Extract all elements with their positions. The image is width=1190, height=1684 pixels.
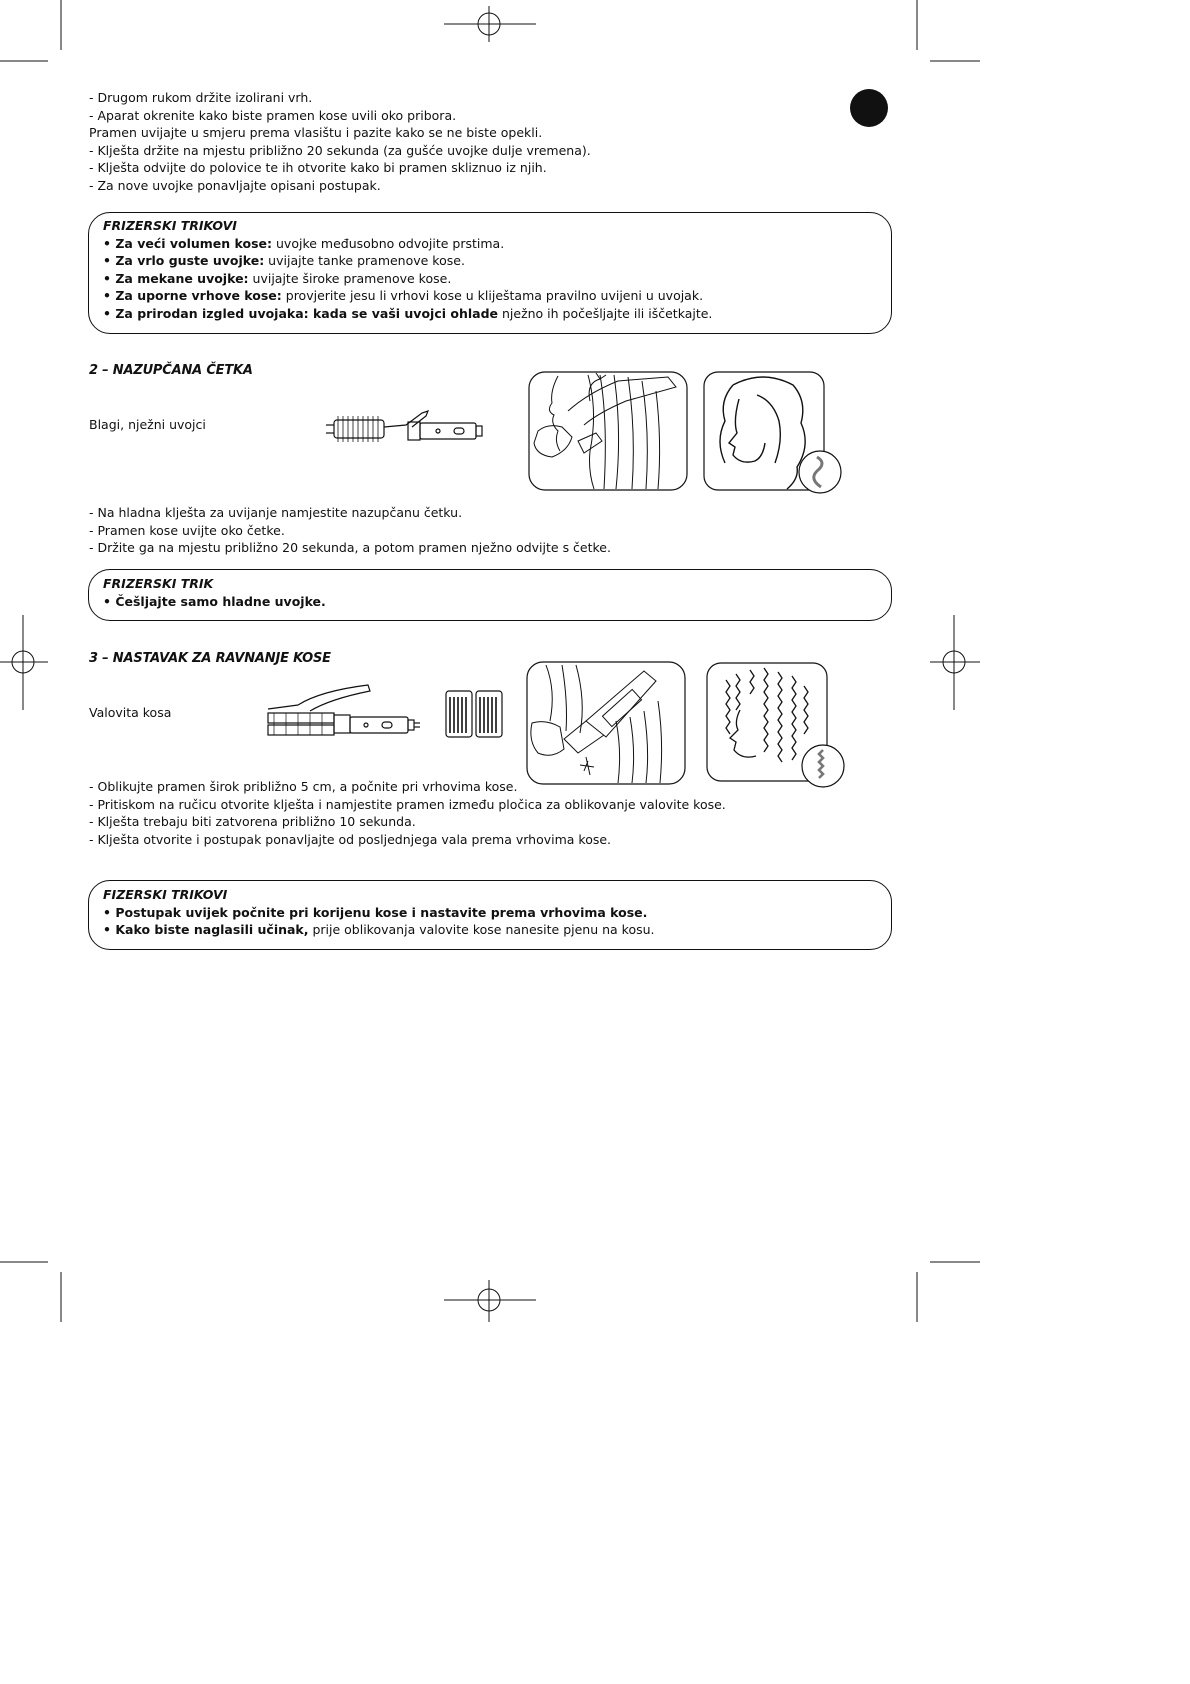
brush-attachment-illustration [326, 405, 506, 445]
tips-title: FIZERSKI TRIKOVI [103, 887, 228, 902]
instruction-line: - Na hladna klješta za uvijanje namjestite nazupčanu četku. [89, 505, 463, 520]
instruction-line: - Držite ga na mjestu približno 20 sekunda, a potom pramen nježno odvijte s četke. [89, 540, 611, 555]
tips-box-3 [88, 880, 892, 950]
soft-curls-result-illustration [703, 371, 843, 497]
tips-title: FRIZERSKI TRIK [103, 576, 214, 591]
intro-line: - Klješta odvijte do polovice te ih otvorite kako bi pramen skliznuo iz njih. [89, 160, 547, 175]
tip-item: • Češljajte samo hladne uvojke. [103, 593, 326, 609]
instruction-line: - Klješta otvorite i postupak ponavljajte od posljednjega vala prema vrhovima kose. [89, 831, 612, 847]
intro-line: - Za nove uvojke ponavljajte opisani postupak. [89, 177, 381, 193]
tips-title: FRIZERSKI TRIKOVI [103, 218, 237, 233]
tip-item: • Kako biste naglasili učinak, prije oblikovanja valovite kose nanesite pjenu na kosu. [103, 922, 655, 937]
tips-box-2 [88, 569, 892, 621]
instruction-line: - Pritiskom na ručicu otvorite klješta i namjestite pramen između pločica za oblikovanje valovite kose. [89, 796, 726, 812]
intro-line: Pramen uvijajte u smjeru prema vlasištu i pazite kako se ne biste opekli. [89, 125, 543, 140]
tip-item: • Za mekane uvojke: uvijajte široke pramenove kose. [103, 270, 452, 286]
language-tab-marker [850, 89, 888, 127]
section-3-caption: Valovita kosa [89, 705, 172, 720]
intro-line: - Aparat okrenite kako biste pramen kose uvili oko pribora. [89, 107, 457, 123]
section-2-instructions [89, 504, 611, 557]
brush-usage-illustration [528, 371, 688, 491]
tip-item: • Za uporne vrhove kose: provjerite jesu li vrhovi kose u kliještama pravilno uvijeni u uvojak. [103, 288, 704, 303]
section-2-caption: Blagi, nježni uvojci [89, 417, 206, 432]
tip-item: • Za veći volumen kose: uvojke međusobno odvojite prstima. [103, 235, 505, 251]
crimper-attachment-illustration [264, 683, 508, 743]
section-3-instructions [89, 778, 726, 848]
instruction-line: - Klješta trebaju biti zatvorena približno 10 sekunda. [89, 814, 416, 829]
section-3-heading: 3 – NASTAVAK ZA RAVNANJE KOSE [89, 651, 331, 666]
crimped-hair-result-illustration [706, 662, 846, 790]
intro-line: - Drugom rukom držite izolirani vrh. [89, 90, 313, 105]
instruction-line: - Oblikujte pramen širok približno 5 cm, a počnite pri vrhovima kose. [89, 779, 518, 794]
tip-item: • Za prirodan izgled uvojaka: kada se vaši uvojci ohlade nježno ih počešljajte ili iščetkajte. [103, 305, 713, 321]
instruction-line: - Pramen kose uvijte oko četke. [89, 522, 285, 538]
tip-item: • Postupak uvijek počnite pri korijenu kose i nastavite prema vrhovima kose. [103, 904, 648, 920]
tip-item: • Za vrlo guste uvojke: uvijajte tanke pramenove kose. [103, 253, 465, 268]
intro-instructions [89, 89, 591, 194]
intro-line: - Klješta držite na mjestu približno 20 sekunda (za gušće uvojke dulje vremena). [89, 142, 591, 158]
section-2-heading: 2 – NAZUPČANA ČETKA [89, 363, 253, 378]
crimper-usage-illustration [526, 661, 686, 785]
tips-box-1 [88, 212, 892, 334]
